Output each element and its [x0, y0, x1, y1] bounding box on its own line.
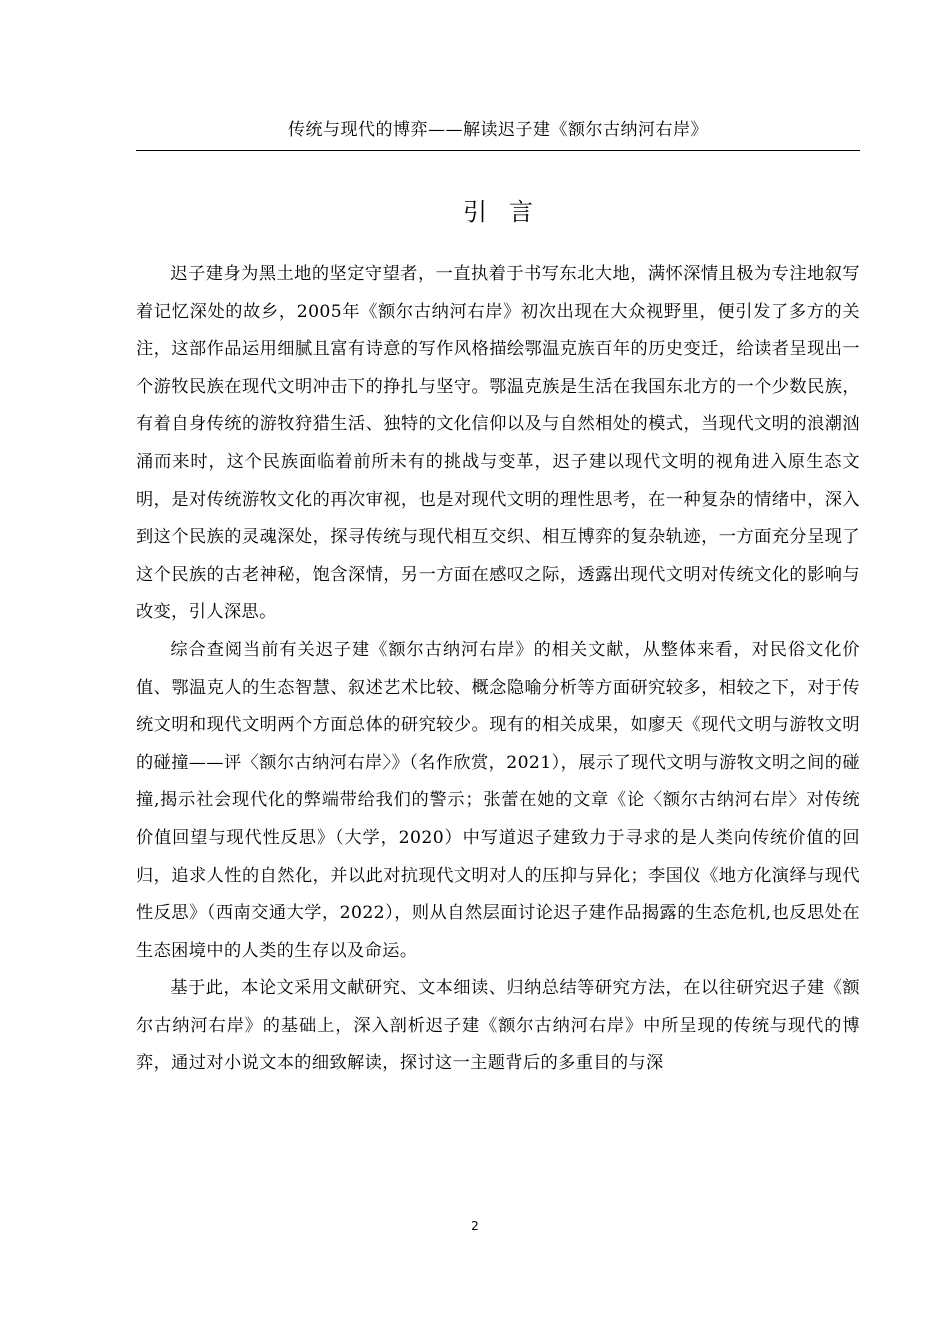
paragraph-1: 迟子建身为黑土地的坚定守望者，一直执着于书写东北大地，满怀深情且极为专注地叙写着记忆深处的故乡，2005年《额尔古纳河右岸》初次出现在大众视野里，便引发了多方的关注，这部作品运用细腻且富有诗意的写作风格描绘鄂温克族百年的历史变迁，给读者呈现出一个游牧民族在现代文明冲击下的挣扎与坚守。鄂温克族是生活在我国东北方的一个少数民族，有着自身传统的游牧狩猎生活、独特的文化信仰以及与自然相处的模式，当现代文明的浪潮汹涌而来时，这个民族面临着前所未有的挑战与变革，迟子建以现代文明的视角进入原生态文明，是对传统游牧文化的再次审视，也是对现代文明的理性思考，在一种复杂的情绪中，深入到这个民族的灵魂深处，探寻传统与现代相互交织、相互博弈的复杂轨迹，一方面充分呈现了这个民族的古老神秘，饱含深情，另一方面在感叹之际，透露出现代文明对传统文化的影响与改变，引人深思。 — [136, 264, 860, 623]
header-divider — [136, 150, 860, 151]
paragraph-2: 综合查阅当前有关迟子建《额尔古纳河右岸》的相关文献，从整体来看，对民俗文化价值、鄂温克人的生态智慧、叙述艺术比较、概念隐喻分析等方面研究较多，相较之下，对于传统文明和现代文明两个方面总体的研究较少。现有的相关成果，如廖天《现代文明与游牧文明的碰撞——评〈额尔古纳河右岸〉》（名作欣赏，2021），展示了现代文明与游牧文明之间的碰撞,揭示社会现代化的弊端带给我们的警示；张蕾在她的文章《论〈额尔古纳河右岸〉对传统价值回望与现代性反思》（大学，2020）中写道迟子建致力于寻求的是人类向传统价值的回归，追求人性的自然化，并以此对抗现代文明对人的压抑与异化；李国仪《地方化演绎与现代性反思》（西南交通大学，2022），则从自然层面讨论迟子建作品揭露的生态危机,也反思处在生态困境中的人类的生存以及命运。 — [136, 639, 860, 961]
running-header-title: 传统与现代的博弈——解读迟子建《额尔古纳河右岸》 — [288, 120, 708, 140]
page-number: 2 — [471, 1219, 479, 1233]
body-text — [136, 256, 860, 1083]
section-title: 引言 — [463, 198, 555, 226]
paragraph-3: 基于此，本论文采用文献研究、文本细读、归纳总结等研究方法，在以往研究迟子建《额尔古纳河右岸》的基础上，深入剖析迟子建《额尔古纳河右岸》中所呈现的传统与现代的博弈，通过对小说文本的细致解读，探讨这一主题背后的多重目的与深 — [136, 978, 860, 1074]
